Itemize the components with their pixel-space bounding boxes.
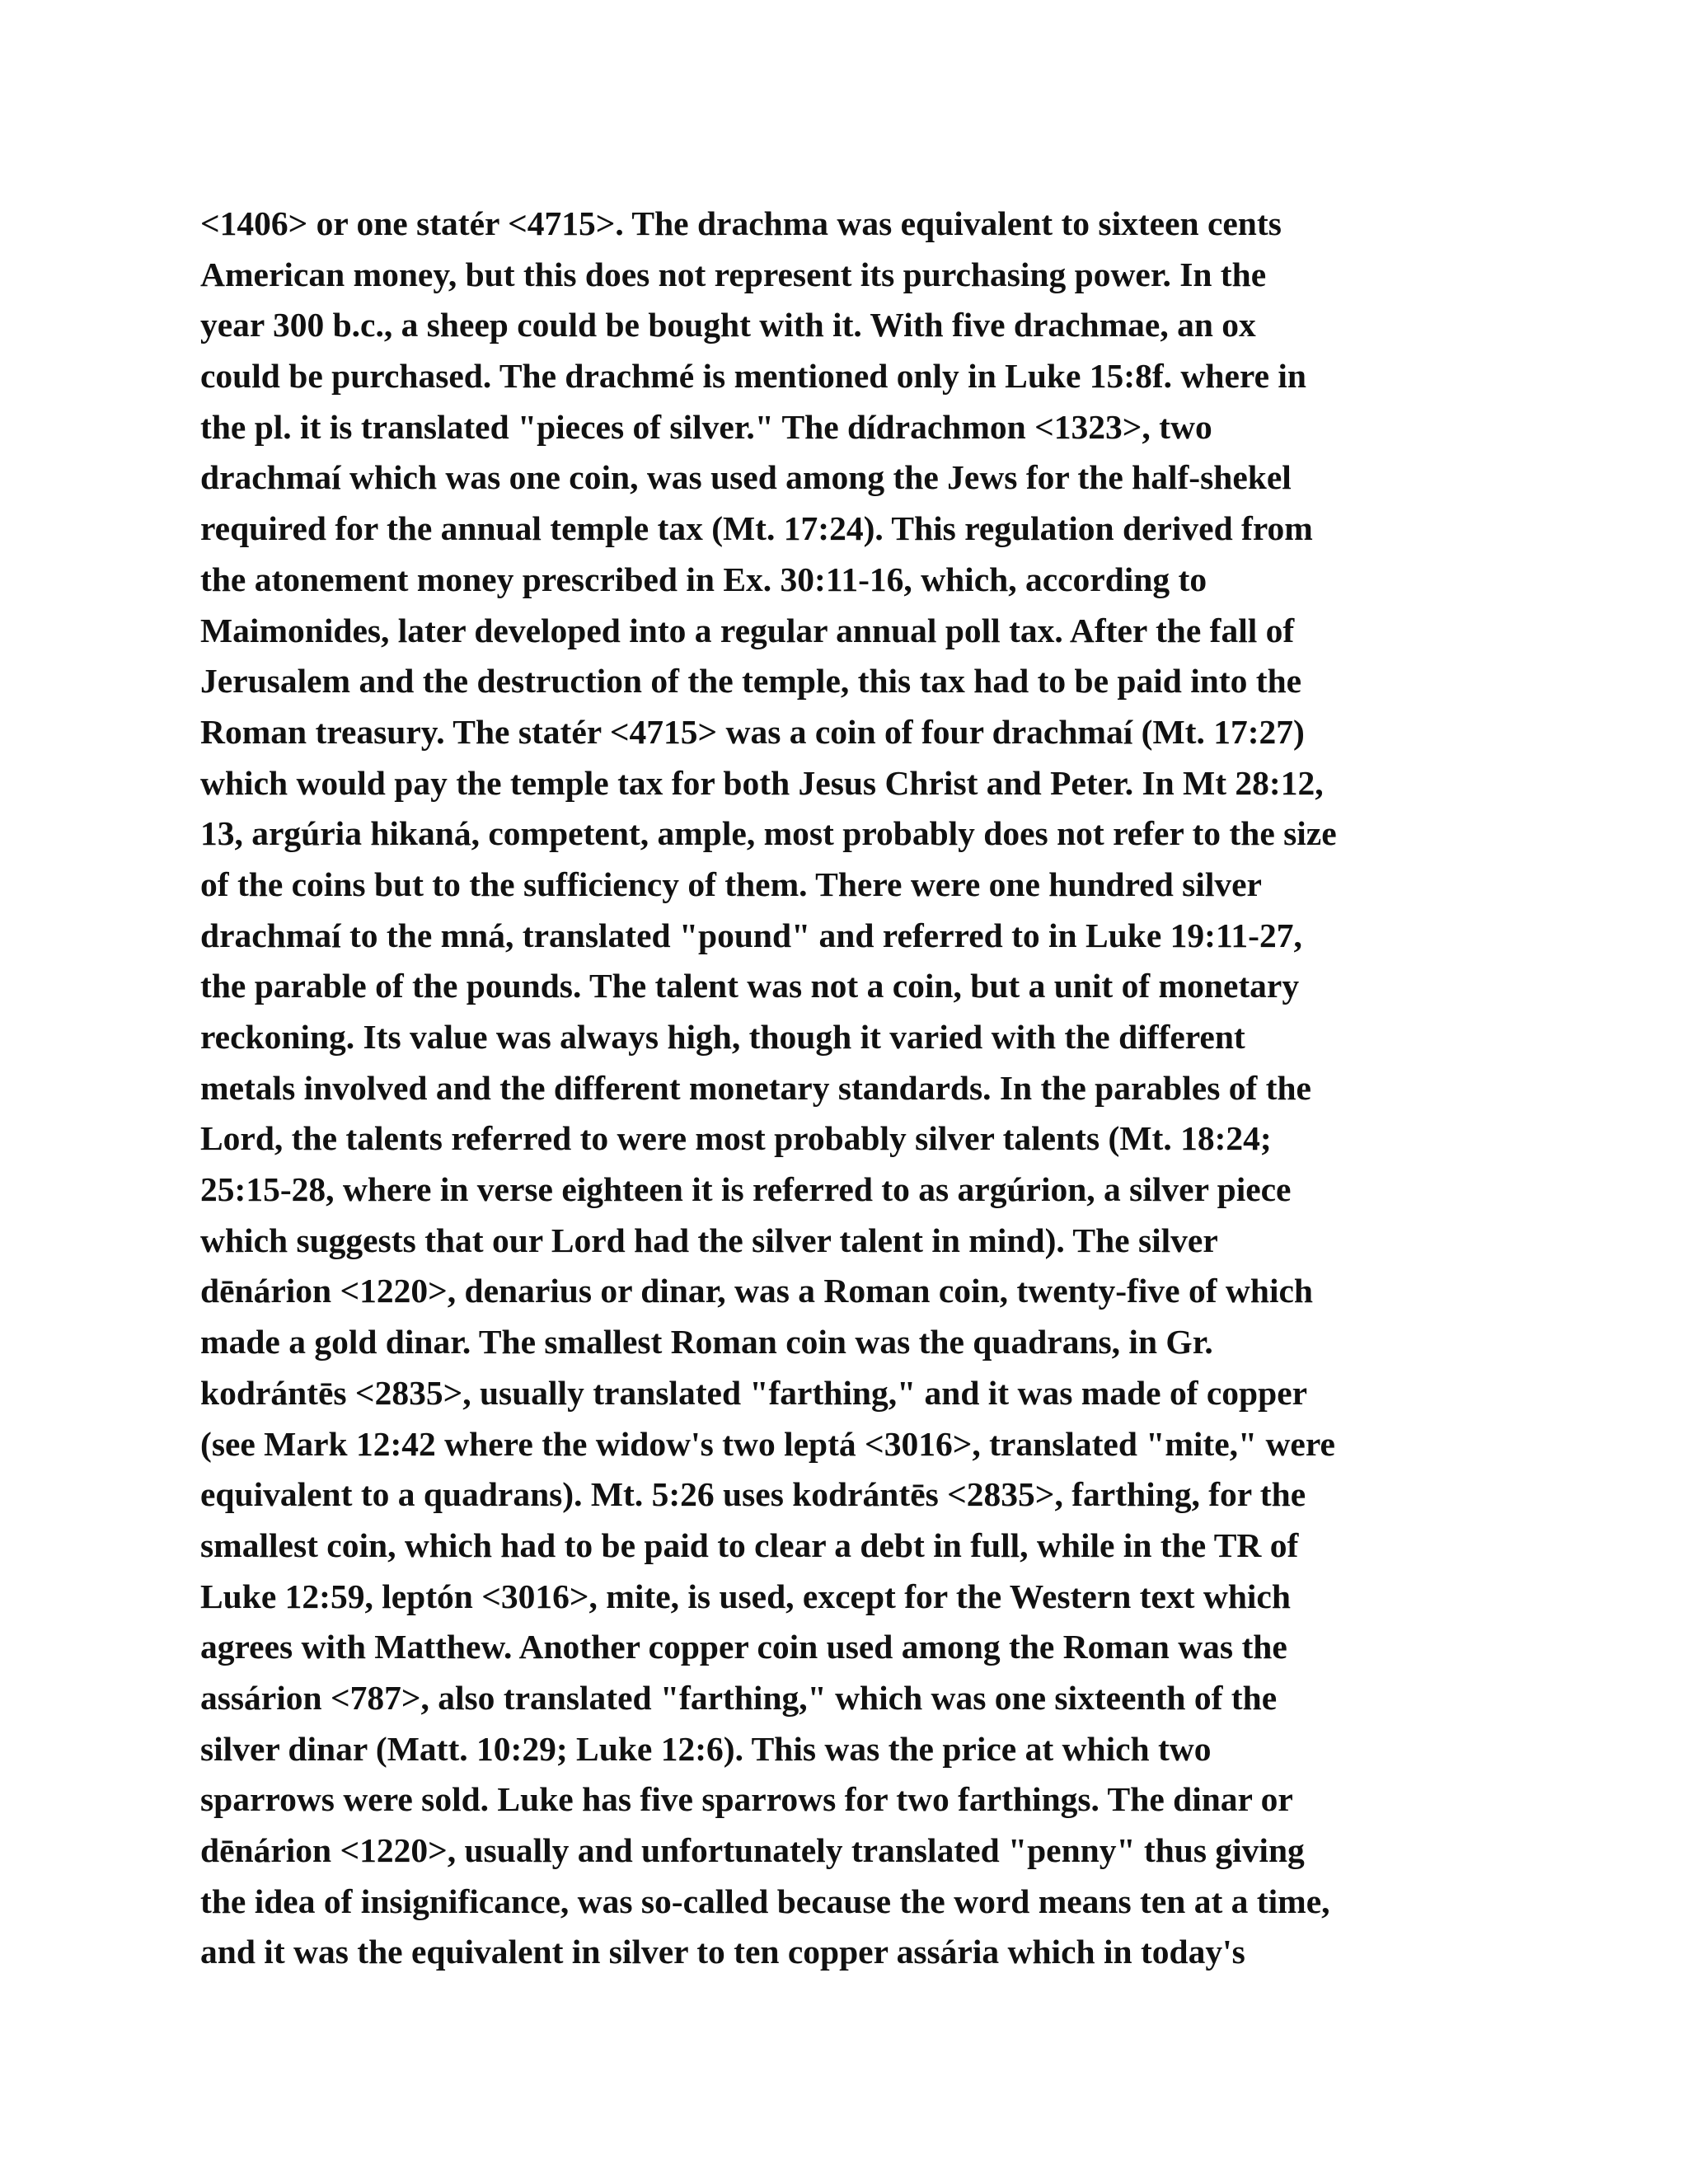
text-line: could be purchased. The drachmé is mentioned only in Luke 15:8f. where in (200, 357, 1306, 396)
text-line: of the coins but to the sufficiency of them. There were one hundred silver (200, 865, 1262, 903)
text-line: smallest coin, which had to be paid to clear a debt in full, while in the TR of (200, 1526, 1299, 1564)
text-line: agrees with Matthew. Another copper coin used among the Roman was the (200, 1628, 1287, 1666)
text-line: Jerusalem and the destruction of the temple, this tax had to be paid into the (200, 662, 1302, 701)
text-line: reckoning. Its value was always high, though it varied with the different (200, 1018, 1245, 1056)
text-line: sparrows were sold. Luke has five sparrows for two farthings. The dinar or (200, 1780, 1293, 1819)
text-line: the parable of the pounds. The talent was not a coin, but a unit of monetary (200, 967, 1300, 1005)
text-line: which suggests that our Lord had the silver talent in mind). The silver (200, 1221, 1218, 1259)
text-line: the atonement money prescribed in Ex. 30:11-16, which, according to (200, 560, 1207, 598)
text-line: 13, argúria hikaná, competent, ample, most probably does not refer to the size (200, 814, 1337, 853)
text-line: metals involved and the different monetary standards. In the parables of the (200, 1068, 1311, 1107)
text-line: Lord, the talents referred to were most probably silver talents (Mt. 18:24; (200, 1119, 1272, 1158)
text-line: equivalent to a quadrans). Mt. 5:26 uses kodrántēs <2835>, farthing, for the (200, 1475, 1306, 1514)
text-line: assárion <787>, also translated "farthing," which was one sixteenth of the (200, 1678, 1278, 1717)
text-line: drachmaí which was one coin, was used among the Jews for the half-shekel (200, 458, 1292, 497)
text-line: and it was the equivalent in silver to ten copper assária which in today's (200, 1933, 1245, 1971)
text-line: dēnárion <1220>, usually and unfortunately translated "penny" thus giving (200, 1831, 1305, 1869)
text-line: Luke 12:59, leptón <3016>, mite, is used, except for the Western text which (200, 1577, 1291, 1615)
text-line: Roman treasury. The statér <4715> was a coin of four drachmaí (Mt. 17:27) (200, 712, 1305, 751)
text-line: <1406> or one statér <4715>. The drachma was equivalent to sixteen cents (200, 204, 1282, 242)
text-line: year 300 b.c., a sheep could be bought with it. With five drachmae, an ox (200, 306, 1256, 344)
text-line: dēnárion <1220>, denarius or dinar, was a Roman coin, twenty-five of which (200, 1272, 1314, 1310)
text-line: kodrántēs <2835>, usually translated "farthing," and it was made of copper (200, 1373, 1308, 1412)
text-line: required for the annual temple tax (Mt. 17:24). This regulation derived from (200, 509, 1313, 548)
text-line: drachmaí to the mná, translated "pound" and referred to in Luke 19:11-27, (200, 916, 1302, 954)
text-line: the pl. it is translated "pieces of silver." The dídrachmon <1323>, two (200, 407, 1212, 446)
body-text (200, 199, 1519, 1978)
text-line: American money, but this does not represent its purchasing power. In the (200, 255, 1267, 293)
text-line: (see Mark 12:42 where the widow's two leptá <3016>, translated "mite," were (200, 1424, 1335, 1463)
text-line: Maimonides, later developed into a regular annual poll tax. After the fall of (200, 611, 1295, 649)
text-line: made a gold dinar. The smallest Roman coin was the quadrans, in Gr. (200, 1323, 1213, 1361)
text-line: the idea of insignificance, was so-called because the word means ten at a time, (200, 1882, 1330, 1920)
text-line: which would pay the temple tax for both Jesus Christ and Peter. In Mt 28:12, (200, 763, 1324, 802)
text-line: 25:15-28, where in verse eighteen it is referred to as argúrion, a silver piece (200, 1170, 1292, 1209)
text-line: silver dinar (Matt. 10:29; Luke 12:6). This was the price at which two (200, 1729, 1212, 1768)
